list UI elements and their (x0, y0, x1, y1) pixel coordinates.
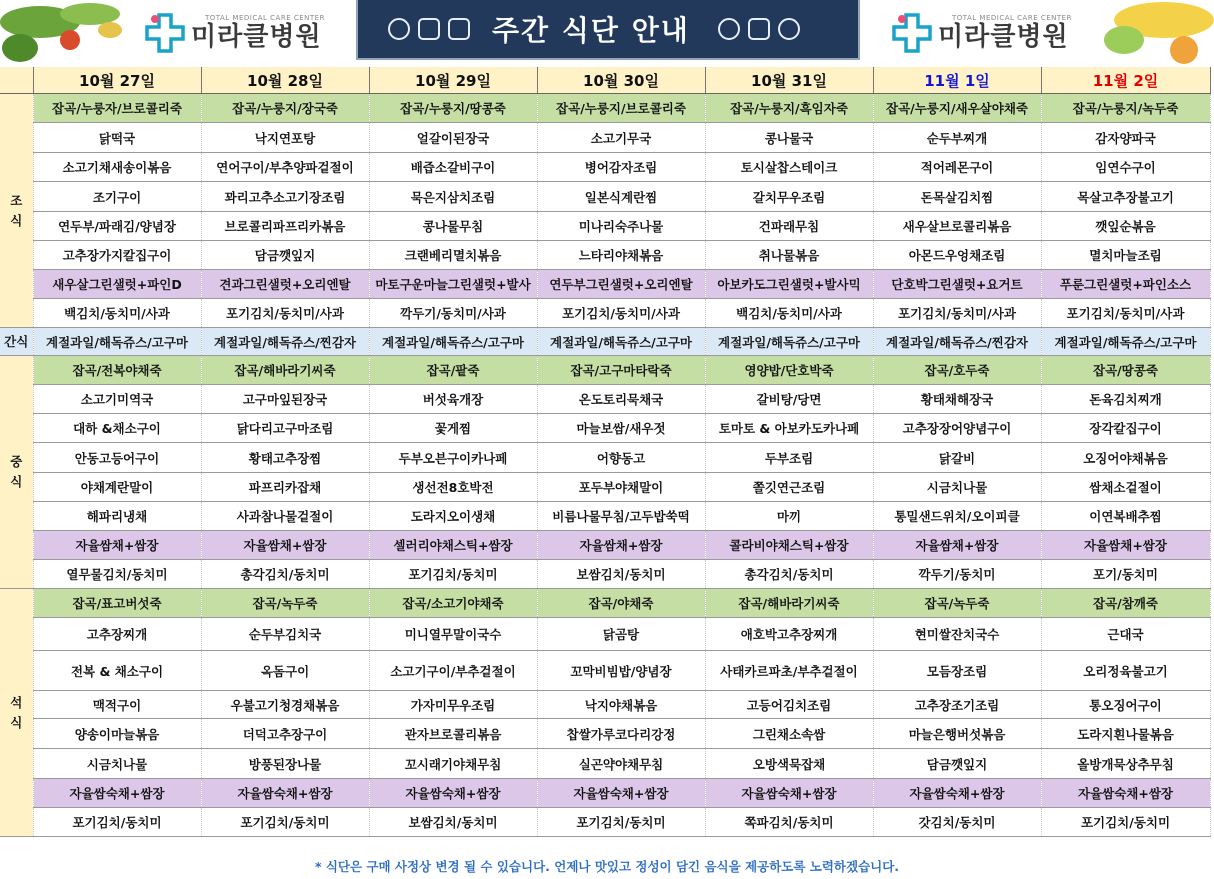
menu-cell: 계절과일/해독쥬스/고구마 (705, 328, 873, 356)
menu-cell: 잡곡/녹두죽 (201, 589, 369, 618)
menu-cell: 황태채해장국 (873, 385, 1041, 414)
menu-cell: 포기김치/동치미/사과 (1041, 299, 1210, 328)
menu-cell: 근대국 (1041, 618, 1210, 651)
menu-cell: 꼬시래기야채무침 (369, 749, 537, 779)
date-header: 10월 30일 (537, 67, 705, 94)
logo-name: 미라클병원 (938, 22, 1069, 52)
date-header-saturday: 11월 1일 (873, 67, 1041, 94)
lunch-row (0, 473, 1210, 502)
dinner-row (0, 691, 1210, 719)
menu-cell: 계절과일/해독쥬스/고구마 (1041, 328, 1210, 356)
menu-cell: 잡곡/야채죽 (537, 589, 705, 618)
menu-cell: 쪽파김치/동치미 (705, 808, 873, 837)
meal-label-breakfast: 조 식 (0, 94, 33, 328)
lunch-row (0, 502, 1210, 531)
menu-cell: 열무물김치/동치미 (33, 560, 201, 589)
menu-cell: 자율쌈숙채+쌈장 (33, 779, 201, 808)
menu-cell: 닭곰탕 (537, 618, 705, 651)
menu-cell: 전복 & 채소구이 (33, 651, 201, 691)
menu-cell: 파프리카잡채 (201, 473, 369, 502)
menu-cell: 느타리야채볶음 (537, 241, 705, 270)
menu-cell: 꽈리고추소고기장조림 (201, 182, 369, 212)
menu-cell: 병어감자조림 (537, 153, 705, 182)
menu-cell: 총각김치/동치미 (201, 560, 369, 589)
menu-cell: 푸룬그린샐럿+파인소스 (1041, 270, 1210, 299)
menu-cell: 어향동고 (537, 443, 705, 473)
menu-cell: 시금치나물 (33, 749, 201, 779)
medical-cross-icon (892, 11, 932, 55)
title-banner (356, 0, 860, 60)
snack-row (0, 328, 1210, 356)
menu-cell: 자율쌈채+쌈장 (537, 531, 705, 560)
dinner-row (0, 779, 1210, 808)
menu-cell: 그린채소속쌈 (705, 719, 873, 749)
menu-cell: 올방개묵상추무침 (1041, 749, 1210, 779)
menu-cell: 잡곡/참깨죽 (1041, 589, 1210, 618)
menu-cell: 임연수구이 (1041, 153, 1210, 182)
menu-cell: 돈육김치찌개 (1041, 385, 1210, 414)
menu-cell: 자율쌈숙채+쌈장 (705, 779, 873, 808)
meal-label-snack: 간식 (0, 328, 33, 356)
menu-cell: 포기김치/동치미 (369, 560, 537, 589)
menu-cell: 포기김치/동치미/사과 (873, 299, 1041, 328)
dinner-row (0, 618, 1210, 651)
banana-icon (748, 18, 770, 40)
breakfast-row (0, 270, 1210, 299)
menu-cell: 잡곡/누룽지/땅콩죽 (369, 94, 537, 123)
menu-cell: 고등어김치조림 (705, 691, 873, 719)
menu-cell: 잡곡/해바라기씨죽 (705, 589, 873, 618)
menu-cell: 토시살찹스테이크 (705, 153, 873, 182)
menu-cell: 자율쌈숙채+쌈장 (1041, 779, 1210, 808)
fish-icon (718, 18, 740, 40)
cup-icon (418, 18, 440, 40)
menu-cell: 꽃게찜 (369, 414, 537, 443)
menu-cell: 쌈채소겉절이 (1041, 473, 1210, 502)
menu-cell: 오징어야채볶음 (1041, 443, 1210, 473)
menu-cell: 잡곡/전복야채죽 (33, 356, 201, 385)
menu-cell: 고추장가지칼집구이 (33, 241, 201, 270)
menu-cell: 미나리숙주나물 (537, 212, 705, 241)
weekly-menu-table (0, 67, 1211, 837)
menu-cell: 계절과일/해독쥬스/고구마 (537, 328, 705, 356)
menu-cell: 사과참나물겉절이 (201, 502, 369, 531)
breakfast-row (0, 212, 1210, 241)
hospital-logo-left (145, 8, 325, 58)
menu-cell: 계절과일/해독쥬스/찐감자 (201, 328, 369, 356)
lunch-row (0, 356, 1210, 385)
menu-cell: 견과그린샐럿+오리엔탈 (201, 270, 369, 299)
menu-cell: 쫄깃연근조림 (705, 473, 873, 502)
menu-cell: 포기김치/동치미 (33, 808, 201, 837)
breakfast-row (0, 299, 1210, 328)
dinner-row (0, 651, 1210, 691)
menu-cell: 소고기채새송이볶음 (33, 153, 201, 182)
menu-cell: 고구마잎된장국 (201, 385, 369, 414)
menu-cell: 갓김치/동치미 (873, 808, 1041, 837)
menu-cell: 잡곡/해바라기씨죽 (201, 356, 369, 385)
menu-cell: 포기김치/동치미 (537, 808, 705, 837)
menu-cell: 애호박고추장찌개 (705, 618, 873, 651)
breakfast-row (0, 241, 1210, 270)
menu-cell: 보쌈김치/동치미 (369, 808, 537, 837)
menu-cell: 자율쌈숙채+쌈장 (873, 779, 1041, 808)
corner-cell (0, 67, 33, 94)
meal-label-dinner: 석 식 (0, 589, 33, 837)
breakfast-row (0, 153, 1210, 182)
menu-cell: 닭떡국 (33, 123, 201, 153)
dinner-row (0, 719, 1210, 749)
menu-cell: 포두부야채말이 (537, 473, 705, 502)
menu-cell: 생선전8호박전 (369, 473, 537, 502)
menu-cell: 오방색묵잡채 (705, 749, 873, 779)
bowl-icon (388, 18, 410, 40)
date-header: 10월 27일 (33, 67, 201, 94)
menu-cell: 포기김치/동치미/사과 (537, 299, 705, 328)
menu-cell: 시금치나물 (873, 473, 1041, 502)
menu-cell: 감자양파국 (1041, 123, 1210, 153)
menu-cell: 소고기무국 (537, 123, 705, 153)
menu-cell: 낙지야채볶음 (537, 691, 705, 719)
menu-cell: 단호박그린샐럿+요거트 (873, 270, 1041, 299)
menu-cell: 잡곡/팥죽 (369, 356, 537, 385)
menu-cell: 닭갈비 (873, 443, 1041, 473)
dinner-row (0, 589, 1210, 618)
menu-cell: 소고기구이/부추겉절이 (369, 651, 537, 691)
lunch-row (0, 385, 1210, 414)
menu-cell: 안동고등어구이 (33, 443, 201, 473)
menu-cell: 고추장찌개 (33, 618, 201, 651)
menu-cell: 계절과일/해독쥬스/찐감자 (873, 328, 1041, 356)
lunch-row (0, 414, 1210, 443)
menu-cell: 멸치마늘조림 (1041, 241, 1210, 270)
menu-cell: 깻잎순볶음 (1041, 212, 1210, 241)
menu-cell: 연두부그린샐럿+오리엔탈 (537, 270, 705, 299)
menu-cell: 일본식계란찜 (537, 182, 705, 212)
lunch-row (0, 531, 1210, 560)
lunch-row (0, 443, 1210, 473)
menu-cell: 닭다리고구마조림 (201, 414, 369, 443)
menu-cell: 갈치무우조림 (705, 182, 873, 212)
menu-cell: 잡곡/표고버섯죽 (33, 589, 201, 618)
menu-cell: 갈비탕/당면 (705, 385, 873, 414)
menu-cell: 자율쌈채+쌈장 (1041, 531, 1210, 560)
menu-cell: 잡곡/땅콩죽 (1041, 356, 1210, 385)
menu-cell: 잡곡/소고기야채죽 (369, 589, 537, 618)
menu-cell: 잡곡/누룽지/새우살야채죽 (873, 94, 1041, 123)
hospital-logo-right (892, 8, 1072, 58)
date-header-sunday: 11월 2일 (1041, 67, 1210, 94)
date-header: 10월 28일 (201, 67, 369, 94)
breakfast-row (0, 123, 1210, 153)
menu-cell: 잡곡/누룽지/장국죽 (201, 94, 369, 123)
menu-cell: 통밀샌드위치/오이피클 (873, 502, 1041, 531)
menu-cell: 마늘보쌈/새우젓 (537, 414, 705, 443)
menu-cell: 돈목살김치찜 (873, 182, 1041, 212)
menu-cell: 새우살그린샐럿+파인D (33, 270, 201, 299)
logo-name: 미라클병원 (191, 22, 322, 52)
menu-cell: 조기구이 (33, 182, 201, 212)
menu-cell: 포기/동치미 (1041, 560, 1210, 589)
menu-cell: 두부조림 (705, 443, 873, 473)
date-header-row (0, 67, 1210, 94)
menu-cell: 자율쌈채+쌈장 (33, 531, 201, 560)
menu-cell: 보쌈김치/동치미 (537, 560, 705, 589)
menu-cell: 담금깻잎지 (873, 749, 1041, 779)
menu-cell: 잡곡/누룽지/녹두죽 (1041, 94, 1210, 123)
menu-cell: 크랜베리멸치볶음 (369, 241, 537, 270)
menu-cell: 두부오븐구이카나페 (369, 443, 537, 473)
menu-cell: 실곤약야채무침 (537, 749, 705, 779)
menu-cell: 배즙소갈비구이 (369, 153, 537, 182)
menu-cell: 낙지연포탕 (201, 123, 369, 153)
menu-cell: 깍두기/동치미 (873, 560, 1041, 589)
menu-cell: 가자미무우조림 (369, 691, 537, 719)
menu-cell: 방풍된장나물 (201, 749, 369, 779)
menu-cell: 백김치/동치미/사과 (705, 299, 873, 328)
menu-cell: 장각칼집구이 (1041, 414, 1210, 443)
menu-cell: 아보카도그린샐럿+발사믹 (705, 270, 873, 299)
apple-icon (778, 18, 800, 40)
page-title: 주간 식단 안내 (492, 14, 690, 47)
menu-cell: 영양밥/단호박죽 (705, 356, 873, 385)
menu-cell: 비름나물무침/고두밥쑥떡 (537, 502, 705, 531)
footer-notice: * 식단은 구매 사정상 변경 될 수 있습니다. 언제나 맛있고 정성이 담긴 음식을 제공하도록 노력하겠습니다. (314, 859, 900, 874)
menu-cell: 순두부찌개 (873, 123, 1041, 153)
menu-cell: 총각김치/동치미 (705, 560, 873, 589)
menu-cell: 자율쌈채+쌈장 (201, 531, 369, 560)
menu-cell: 콩나물국 (705, 123, 873, 153)
food-icons-right (718, 18, 800, 40)
menu-cell: 황태고추장찜 (201, 443, 369, 473)
menu-cell: 아몬드우엉채조림 (873, 241, 1041, 270)
menu-cell: 자율쌈숙채+쌈장 (537, 779, 705, 808)
menu-cell: 포기김치/동치미/사과 (201, 299, 369, 328)
menu-cell: 자율쌈숙채+쌈장 (369, 779, 537, 808)
menu-cell: 우불고기청경채볶음 (201, 691, 369, 719)
menu-cell: 콩나물무침 (369, 212, 537, 241)
menu-cell: 대하 &채소구이 (33, 414, 201, 443)
menu-cell: 자율쌈채+쌈장 (873, 531, 1041, 560)
menu-cell: 순두부김치국 (201, 618, 369, 651)
menu-cell: 포기김치/동치미 (201, 808, 369, 837)
menu-cell: 찹쌀가루코다리강정 (537, 719, 705, 749)
menu-cell: 적어레몬구이 (873, 153, 1041, 182)
menu-cell: 깍두기/동치미/사과 (369, 299, 537, 328)
menu-cell: 포기김치/동치미 (1041, 808, 1210, 837)
menu-cell: 자율쌈숙채+쌈장 (201, 779, 369, 808)
menu-cell: 백김치/동치미/사과 (33, 299, 201, 328)
menu-cell: 사태카르파초/부추겉절이 (705, 651, 873, 691)
menu-cell: 모듬장조림 (873, 651, 1041, 691)
menu-cell: 잡곡/누룽지/흑임자죽 (705, 94, 873, 123)
menu-cell: 옥돔구이 (201, 651, 369, 691)
menu-cell: 맥적구이 (33, 691, 201, 719)
menu-cell: 고추장장어양념구이 (873, 414, 1041, 443)
menu-cell: 토마토 & 아보카도카나페 (705, 414, 873, 443)
menu-cell: 브로콜리파프리카볶음 (201, 212, 369, 241)
menu-cell: 취나물볶음 (705, 241, 873, 270)
logo-subtitle: TOTAL MEDICAL CARE CENTER (205, 14, 325, 22)
logo-subtitle: TOTAL MEDICAL CARE CENTER (952, 14, 1072, 22)
food-icons-left (388, 18, 470, 40)
menu-cell: 연어구이/부추양파겉절이 (201, 153, 369, 182)
menu-cell: 연두부/파래김/양념장 (33, 212, 201, 241)
menu-cell: 통오징어구이 (1041, 691, 1210, 719)
menu-cell: 해파리냉채 (33, 502, 201, 531)
menu-cell: 잡곡/녹두죽 (873, 589, 1041, 618)
trash-bin-icon (448, 18, 470, 40)
menu-cell: 셀러리야채스틱+쌈장 (369, 531, 537, 560)
menu-cell: 이연복배추찜 (1041, 502, 1210, 531)
menu-cell: 묵은지삼치조림 (369, 182, 537, 212)
menu-cell: 잡곡/누룽지/브로콜리죽 (537, 94, 705, 123)
menu-cell: 꼬막비빔밥/양념장 (537, 651, 705, 691)
menu-cell: 현미쌀잔치국수 (873, 618, 1041, 651)
menu-cell: 더덕고추장구이 (201, 719, 369, 749)
menu-cell: 도라지흰나물볶음 (1041, 719, 1210, 749)
menu-cell: 소고기미역국 (33, 385, 201, 414)
menu-cell: 계절과일/해독쥬스/고구마 (369, 328, 537, 356)
menu-cell: 오리정육불고기 (1041, 651, 1210, 691)
menu-cell: 버섯육개장 (369, 385, 537, 414)
breakfast-row (0, 94, 1210, 123)
page-header (0, 0, 1214, 68)
menu-cell: 고추장조기조림 (873, 691, 1041, 719)
dinner-row (0, 808, 1210, 837)
menu-cell: 목살고추장불고기 (1041, 182, 1210, 212)
menu-cell: 마끼 (705, 502, 873, 531)
menu-cell: 얼갈이된장국 (369, 123, 537, 153)
menu-cell: 새우살브로콜리볶음 (873, 212, 1041, 241)
menu-cell: 잡곡/고구마타락죽 (537, 356, 705, 385)
menu-cell: 건파래무침 (705, 212, 873, 241)
menu-cell: 야채계란말이 (33, 473, 201, 502)
date-header: 10월 29일 (369, 67, 537, 94)
menu-cell: 담금깻잎지 (201, 241, 369, 270)
lunch-row (0, 560, 1210, 589)
menu-cell: 마토구운마늘그린샐럿+발사 (369, 270, 537, 299)
menu-cell: 미니열무말이국수 (369, 618, 537, 651)
menu-cell: 계절과일/해독쥬스/고구마 (33, 328, 201, 356)
dinner-row (0, 749, 1210, 779)
menu-cell: 온도토리묵채국 (537, 385, 705, 414)
menu-cell: 관자브로콜리볶음 (369, 719, 537, 749)
menu-cell: 마늘은행버섯볶음 (873, 719, 1041, 749)
menu-cell: 도라지오이생채 (369, 502, 537, 531)
menu-cell: 잡곡/호두죽 (873, 356, 1041, 385)
date-header: 10월 31일 (705, 67, 873, 94)
medical-cross-icon (145, 11, 185, 55)
menu-cell: 잡곡/누룽자/브로콜리죽 (33, 94, 201, 123)
menu-cell: 콜라비야채스틱+쌈장 (705, 531, 873, 560)
meal-label-lunch: 중 식 (0, 356, 33, 589)
menu-cell: 양송이마늘볶음 (33, 719, 201, 749)
breakfast-row (0, 182, 1210, 212)
